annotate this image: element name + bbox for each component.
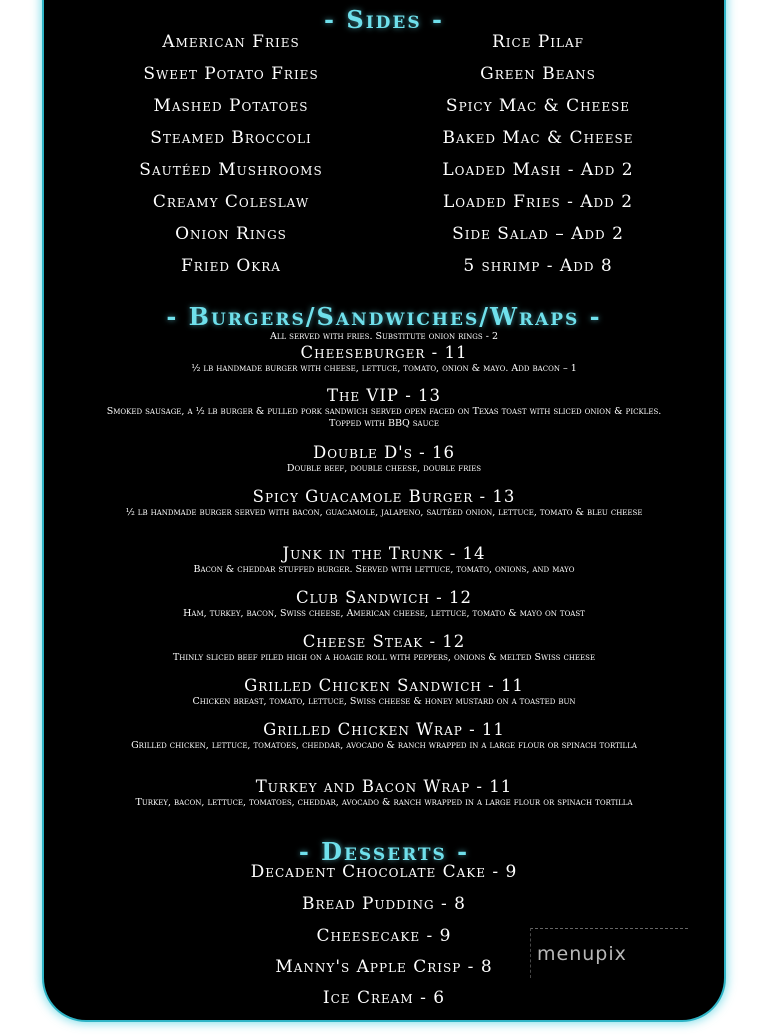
item-description: Ham, turkey, bacon, Swiss cheese, American cheese, lettuce, tomato & mayo on toast [183, 608, 585, 619]
dessert-item: Decadent Chocolate Cake - 9 [250, 862, 518, 882]
side-item: Side Salad – Add 2 [452, 224, 624, 244]
side-item: Steamed Broccoli [150, 128, 312, 148]
item-name: Grilled Chicken Sandwich - 11 [244, 676, 524, 695]
item-name: Club Sandwich - 12 [296, 588, 472, 607]
menu-item-cheese-steak [0, 632, 768, 664]
side-item: 5 shrimp - Add 8 [463, 256, 613, 276]
side-item: Sautéed Mushrooms [139, 160, 323, 180]
item-description: Thinly sliced beef piled high on a hoagie roll with peppers, onions & melted Swiss cheese [172, 652, 596, 663]
item-name: Turkey and Bacon Wrap - 11 [255, 777, 513, 796]
menu-item-double-ds [0, 443, 768, 475]
item-description: Smoked sausage, a ½ lb burger & pulled pork sandwich served open faced on Texas toast with sliced onion & pickles. Topped with BBQ sauce [106, 406, 662, 429]
dessert-item: Cheesecake - 9 [316, 926, 452, 946]
item-name: Grilled Chicken Wrap - 11 [263, 720, 505, 739]
side-item: American Fries [162, 32, 300, 52]
menu-item-club-sandwich [0, 588, 768, 620]
dessert-item: Manny's Apple Crisp - 8 [275, 957, 493, 977]
sides-heading: - Sides - [324, 5, 444, 34]
menu-item-grilled-chicken-sandwich [0, 676, 768, 708]
menu-item-junk-in-the-trunk [0, 544, 768, 576]
item-name: The VIP - 13 [326, 386, 442, 405]
side-item: Onion Rings [175, 224, 287, 244]
burgers-heading: - Burgers/Sandwiches/Wraps - [166, 302, 602, 331]
side-item: Spicy Mac & Cheese [445, 96, 631, 116]
sides-left-column [81, 31, 381, 287]
side-item: Loaded Fries - Add 2 [442, 192, 634, 212]
item-description: Chicken breast, tomato, lettuce, Swiss cheese & honey mustard on a toasted bun [192, 696, 576, 707]
burgers-note: All served with fries. Substitute onion rings - 2 [270, 331, 498, 342]
item-description: ½ lb handmade burger served with bacon, guacamole, jalapeno, sautéed onion, lettuce, tomato & bleu cheese [125, 507, 643, 518]
side-item: Loaded Mash - Add 2 [442, 160, 634, 180]
item-description: Bacon & cheddar stuffed burger. Served with lettuce, tomato, onions, and mayo [193, 564, 575, 575]
item-name: Junk in the Trunk - 14 [282, 544, 486, 563]
side-item: Fried Okra [181, 256, 281, 276]
side-item: Creamy Coleslaw [152, 192, 310, 212]
desserts-heading: - Desserts - [298, 837, 470, 866]
menu-item-cheeseburger [0, 343, 768, 375]
menu-item-spicy-guacamole-burger [0, 487, 768, 519]
side-item: Mashed Potatoes [153, 96, 309, 116]
item-name: Cheeseburger - 11 [300, 343, 468, 362]
side-item: Sweet Potato Fries [143, 64, 319, 84]
item-name: Spicy Guacamole Burger - 13 [252, 487, 516, 506]
menu-item-grilled-chicken-wrap [0, 720, 768, 752]
dessert-item: Ice Cream - 6 [322, 988, 446, 1008]
item-description: Grilled chicken, lettuce, tomatoes, cheddar, avocado & ranch wrapped in a large flour or spinach tortilla [131, 740, 637, 751]
side-item: Baked Mac & Cheese [442, 128, 634, 148]
side-item: Rice Pilaf [491, 32, 585, 52]
item-description: Double beef, double cheese, double fries [286, 463, 482, 474]
item-name: Double D's - 16 [312, 443, 456, 462]
dessert-item: Bread Pudding - 8 [302, 894, 466, 914]
menu-item-the-vip [0, 386, 768, 430]
menu-item-turkey-and-bacon-wrap [0, 777, 768, 809]
item-description: ½ lb handmade burger with cheese, lettuce, tomato, onion & mayo. Add bacon – 1 [191, 363, 577, 374]
item-name: Cheese Steak - 12 [302, 632, 466, 651]
side-item: Green Beans [480, 64, 596, 84]
item-description: Turkey, bacon, lettuce, tomatoes, cheddar, avocado & ranch wrapped in a large flour or spinach tortilla [135, 797, 633, 808]
menupix-watermark: menupix [530, 928, 688, 978]
sides-right-column [388, 31, 688, 287]
